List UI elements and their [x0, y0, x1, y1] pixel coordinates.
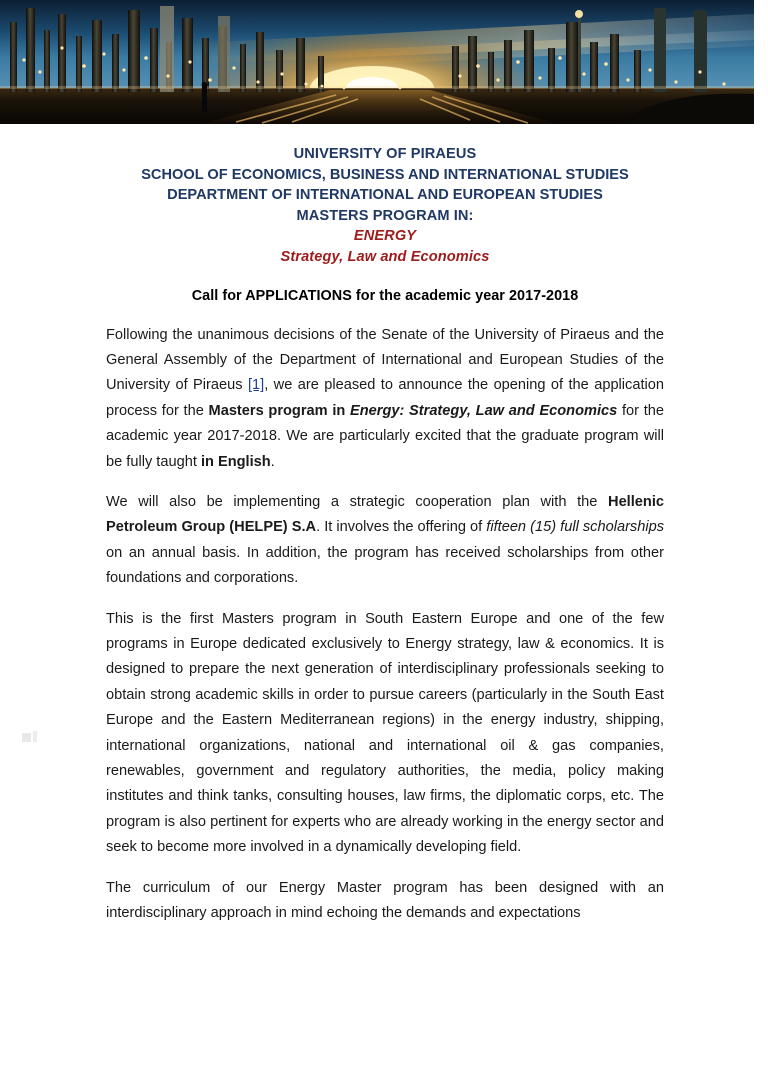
footnote-link-1[interactable]: [1] [247, 377, 265, 394]
paragraph-1 [106, 323, 664, 475]
p1-bolditalic-1: Energy: Strategy, Law and Economics [350, 402, 618, 419]
p1-bold-1: Masters program in [208, 402, 350, 419]
p2-text-3: on an annual basis. In addition, the program has received scholarships from other foundations and corporations. [106, 544, 664, 587]
paragraph-4: The curriculum of our Energy Master program has been designed with an interdisciplinary approach in mind echoing the demands and expectations [106, 879, 664, 922]
p1-text-3: for the academic year 2017-2018. We are particularly excited that the graduate program will be fully taught [106, 402, 664, 470]
heading-program-name: ENERGY [353, 228, 417, 245]
heading-department: DEPARTMENT OF INTERNATIONAL AND EUROPEAN STUDIES [167, 187, 603, 204]
heading-school: SCHOOL OF ECONOMICS, BUSINESS AND INTERNATIONAL STUDIES [141, 166, 629, 183]
p2-text-2: . It involves the offering of [316, 519, 487, 536]
refinery-sunset-illustration [0, 0, 754, 124]
document-body [106, 124, 664, 941]
p2-italic-1: fifteen (15) full scholarships [486, 519, 664, 536]
p2-text-1: We will also be implementing a strategic cooperation plan with the [106, 494, 609, 510]
heading-university: UNIVERSITY OF PIRAEUS [293, 146, 477, 162]
scan-artifact [22, 733, 31, 742]
call-for-applications-heading: Call for APPLICATIONS for the academic year 2017-2018 [191, 287, 579, 304]
p2-bold-1: Hellenic Petroleum Group (HELPE) S.A [106, 494, 664, 536]
p1-text-2: , we are pleased to announce the opening of the application process for the [106, 377, 664, 419]
heading-program-subtitle: Strategy, Law and Economics [280, 248, 490, 265]
paragraph-3: This is the first Masters program in South Eastern Europe and one of the few programs in Europe dedicated exclusively to Energy strategy, law & economics. It is designed to prepare the next generation of interdisciplinary professionals seeking to obtain strong academic skills in order to pursue careers (particularly in the South East Europe and the Eastern Mediterranean regions) in the energy industry, shipping, international organizations, national and international oil & gas companies, renewables, government and regulatory authorities, the media, policy making institutes and think tanks, consulting houses, law firms, the diplomatic corps, etc. The program is also pertinent for experts who are already working in the energy sector and seek to become more involved in a dynamically developing field. [106, 610, 664, 856]
institution-heading [106, 124, 664, 268]
p1-text-4: . [270, 453, 275, 470]
heading-masters-program: MASTERS PROGRAM IN: [296, 207, 474, 224]
paragraph-2 [106, 490, 664, 592]
scan-artifact-secondary [33, 731, 37, 742]
header-banner-image [0, 0, 754, 124]
p1-text-1: Following the unanimous decisions of the Senate of the University of Piraeus and the General Assembly of the Department of International and European Studies of the University of Piraeus [106, 326, 664, 394]
p1-bold-2: in English [200, 453, 271, 470]
